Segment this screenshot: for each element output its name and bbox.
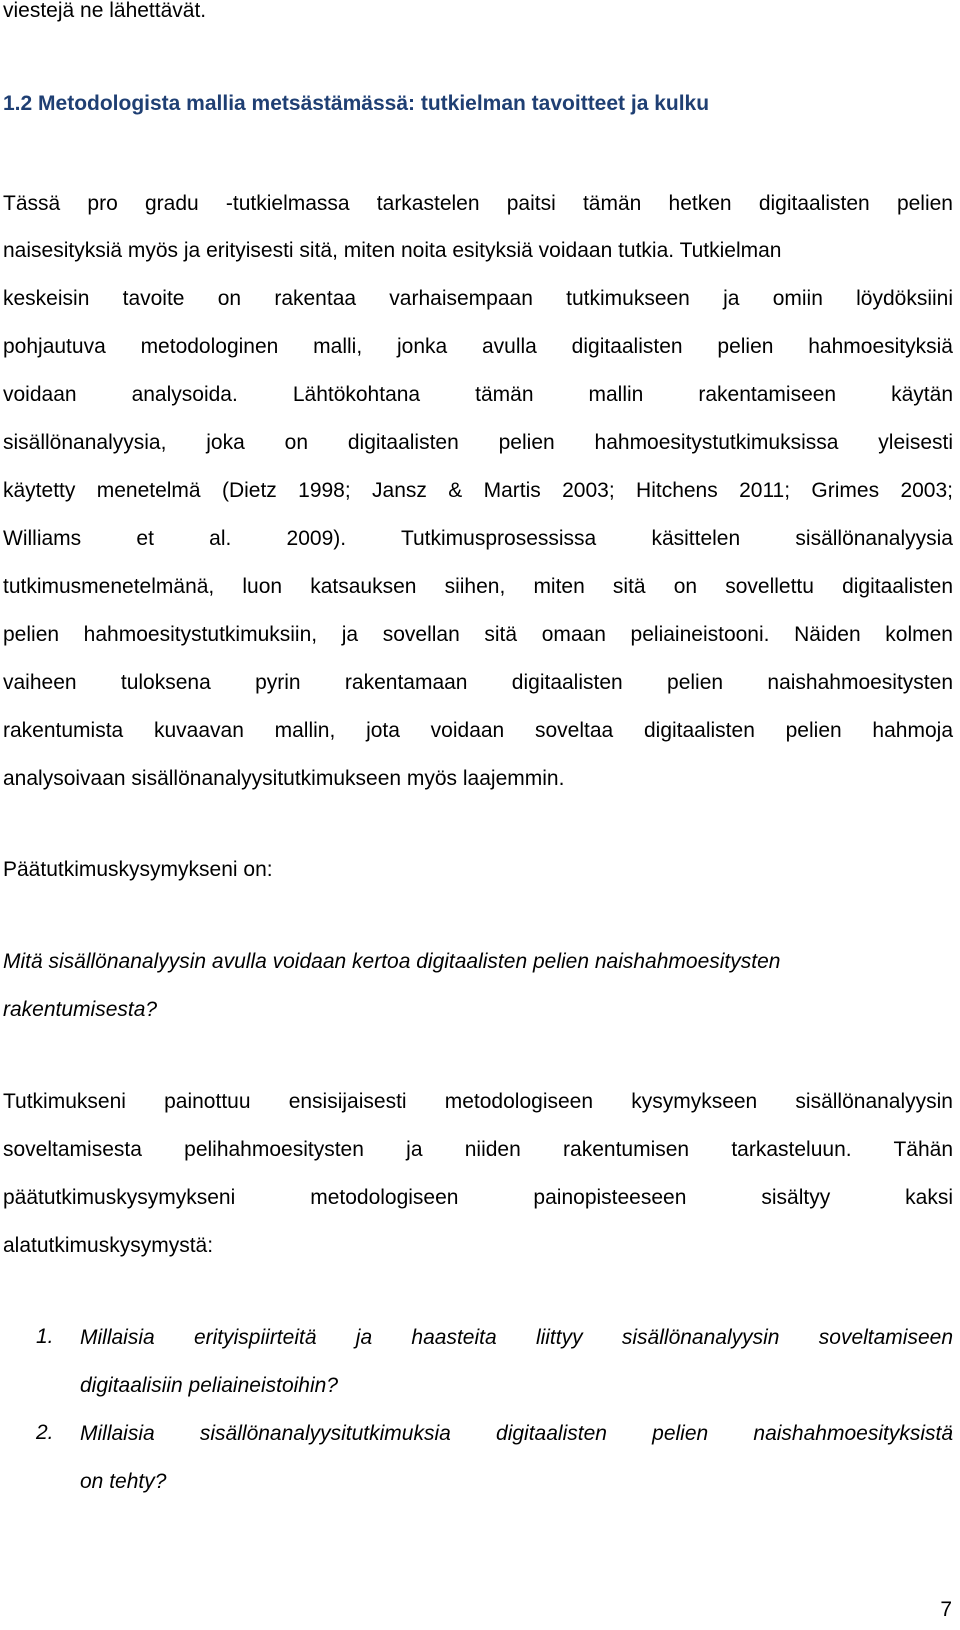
list-item-line: digitaalisiin peliaineistoihin? — [80, 1374, 338, 1397]
list-item-line: on tehty? — [80, 1470, 167, 1493]
list-item-line: Millaisia sisällönanalyysitutkimuksia digitaalisten pelien naishahmoesityksistä — [80, 1422, 953, 1445]
section-heading: 1.2 Metodologista mallia metsästämässä: tutkielman tavoitteet ja kulku — [3, 92, 710, 115]
paragraph-line: pohjautuva metodologinen malli, jonka avulla digitaalisten pelien hahmoesityksiä — [3, 335, 953, 358]
list-number: 2. — [36, 1421, 54, 1444]
question-line: rakentumisesta? — [3, 998, 158, 1021]
paragraph-line: käytetty menetelmä (Dietz 1998; Jansz & Martis 2003; Hitchens 2011; Grimes 2003; — [3, 479, 953, 502]
paragraph-line: soveltamisesta pelihahmoesitysten ja niiden rakentumisen tarkasteluun. Tähän — [3, 1138, 953, 1161]
paragraph-line: Tutkimukseni painottuu ensisijaisesti metodologiseen kysymykseen sisällönanalyysin — [3, 1090, 953, 1113]
list-number: 1. — [36, 1325, 54, 1348]
paragraph-line: Williams et al. 2009). Tutkimusprosessissa käsittelen sisällönanalyysia — [3, 527, 953, 550]
paragraph-line: voidaan analysoida. Lähtökohtana tämän mallin rakentamiseen käytän — [3, 383, 953, 406]
paragraph-line: vaiheen tuloksena pyrin rakentamaan digitaalisten pelien naishahmoesitysten — [3, 671, 953, 694]
paragraph-line: Tässä pro gradu -tutkielmassa tarkastelen paitsi tämän hetken digitaalisten pelien — [3, 192, 953, 215]
main-question-label: Päätutkimuskysymykseni on: — [3, 858, 273, 881]
paragraph-line: sisällönanalyysia, joka on digitaalisten pelien hahmoesitystutkimuksissa yleisesti — [3, 431, 953, 454]
previous-text-fragment: viestejä ne lähettävät. — [3, 0, 207, 22]
paragraph-line: keskeisin tavoite on rakentaa varhaisempaan tutkimukseen ja omiin löydöksiini — [3, 287, 953, 310]
paragraph-line: päätutkimuskysymykseni metodologiseen painopisteeseen sisältyy kaksi — [3, 1186, 953, 1209]
paragraph-line: pelien hahmoesitystutkimuksiin, ja sovellan sitä omaan peliaineistooni. Näiden kolmen — [3, 623, 953, 646]
paragraph-line: rakentumista kuvaavan mallin, jota voidaan soveltaa digitaalisten pelien hahmoja — [3, 719, 953, 742]
question-line: Mitä sisällönanalyysin avulla voidaan kertoa digitaalisten pelien naishahmoesitysten — [3, 950, 781, 973]
paragraph-line: tutkimusmenetelmänä, luon katsauksen siihen, miten sitä on sovellettu digitaalisten — [3, 575, 953, 598]
paragraph-line: analysoivaan sisällönanalyysitutkimukseen myös laajemmin. — [3, 767, 565, 790]
page-number: 7 — [940, 1598, 952, 1621]
list-item-line: Millaisia erityispiirteitä ja haasteita liittyy sisällönanalyysin soveltamiseen — [80, 1326, 953, 1349]
paragraph-line: naisesityksiä myös ja erityisesti sitä, miten noita esityksiä voidaan tutkia. Tutkielman — [3, 239, 782, 262]
paragraph-line: alatutkimuskysymystä: — [3, 1234, 214, 1257]
